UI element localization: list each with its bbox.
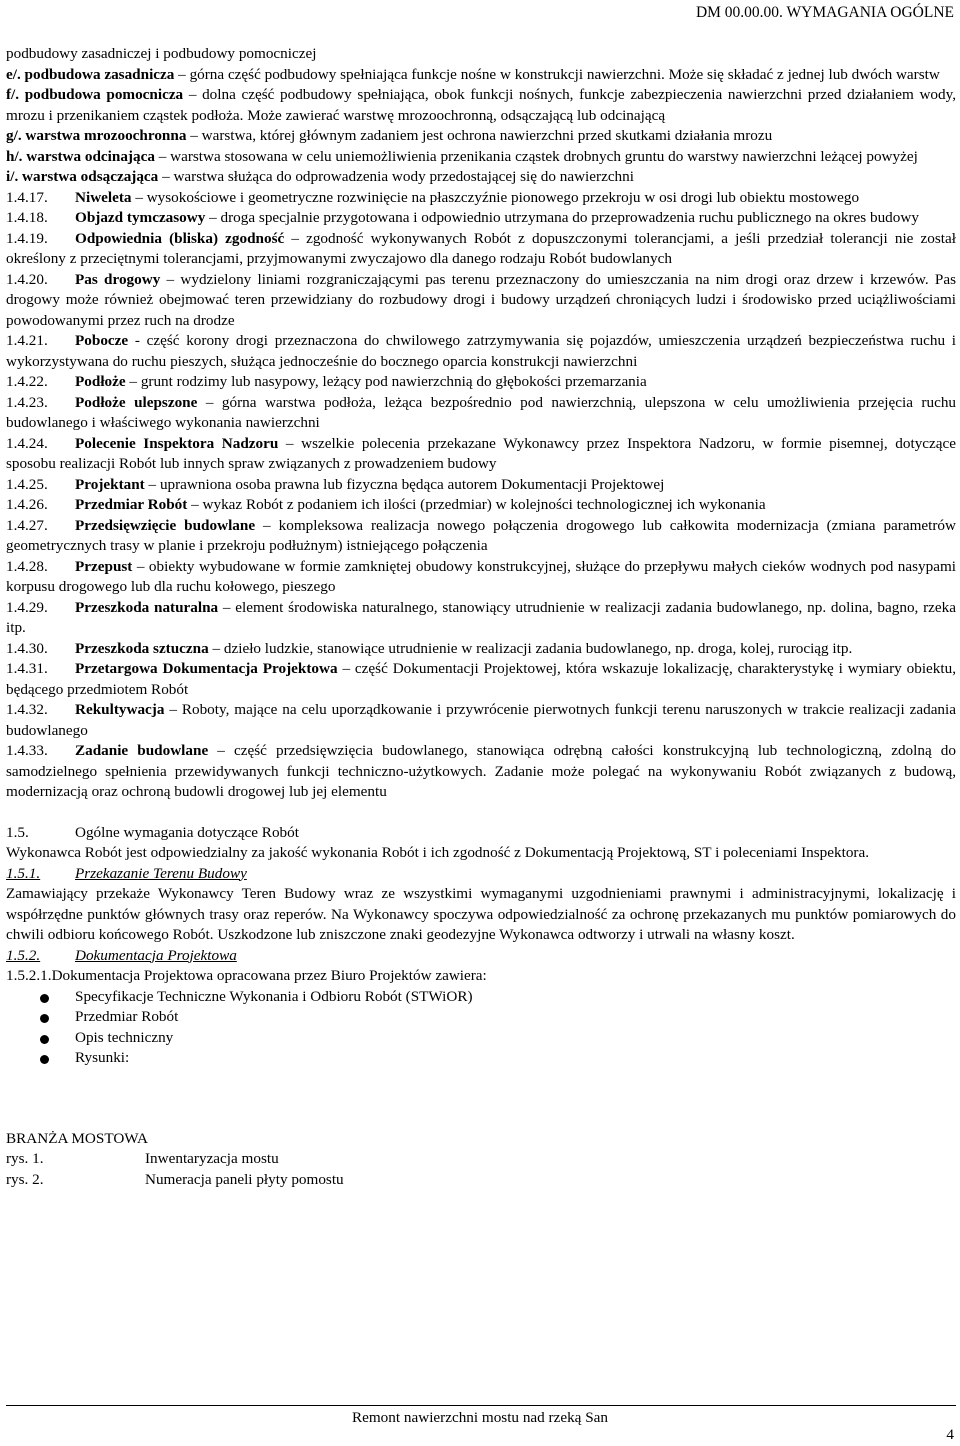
item-term: Przedsięwzięcie budowlane [75,516,256,534]
bullet-text: Rysunki: [75,1049,130,1066]
page-header-title: DM 00.00.00. WYMAGANIA OGÓLNE [695,4,954,21]
item-term: Pobocze [75,332,129,349]
item-text: – obiekty wybudowane w formie zamkniętej obudowy konstrukcyjnej, służące do przepływu małych cieków wodnych pod nasypami korpusu drogowego lub dla ruchu kołowego, pieszego [6,557,956,595]
list-item [6,393,956,434]
section-heading-1-5 [6,823,956,844]
item-text: – droga specjalnie przygotowana i odpowiednio utrzymana do przeprowadzenia ruchu publicznego na okres budowy [205,209,919,226]
spacer [6,1089,956,1109]
item-text: – część przedsięwzięcia budowlanego, stanowiąca odrębną całości konstrukcyjną lub technologiczną, zdolną do samodzielnego spełnienia przewidywanych funkcji techniczno-użytkowych. Zadanie może polegać na wykonywaniu Robót związanych z budową, modernizacją oraz ochroną budowli drogowej lub jej elementu [6,742,956,800]
drawing-title: Inwentaryzacja mostu [145,1150,279,1167]
list-item [6,700,956,741]
item-term: Podłoże [75,373,126,390]
definition-h [6,147,956,168]
paragraph: Zamawiający przekaże Wykonawcy Teren Budowy wraz ze wszystkimi wymaganymi uzgodnieniami prawnymi i administracyjnymi, lokalizację i współrzędne punktów głównych trasy oraz reperów. Na Wykonawcy spoczywa odpowiedzialność za ochronę przekazanych mu punktów pomiarowych do chwili odbioru końcowego Robót. Uszkodzone lub zniszczone znaki geodezyjne Wykonawca odtworzy i utrwali na własny koszt. [6,885,956,943]
item-number: 1.4.29. [6,598,48,616]
section-title: Przekazanie Terenu Budowy [75,864,247,882]
item-text: – dzieło ludzkie, stanowiące utrudnienie w realizacji zadania budowlanego, np. droga, kolej, rurociąg itp. [208,639,853,657]
item-number: 1.4.25. [6,475,48,493]
definition-e [6,65,956,86]
section-heading-1-5-1 [6,864,956,885]
definition-term: h/. warstwa odcinająca [6,147,155,165]
item-number: 1.4.19. [6,229,48,247]
item-text: – wysokościowe i geometryczne rozwinięcie na płaszczyźnie pionowego przekroju w osi drogi lub obiektu mostowego [131,188,860,206]
item-term: Projektant [75,475,145,493]
definition-f [6,85,956,126]
definition-text: – warstwa służąca do odprowadzenia wody przedostającej się do nawierzchni [158,168,634,185]
section-heading-1-5-2 [6,946,956,967]
item-text: – Roboty, mające na celu uporządkowanie i przywrócenie pierwotnych funkcji terenu naruszonych w trakcie realizacji zadania budowlanego [6,701,956,739]
bullet-icon [40,1055,49,1064]
bullet-icon [40,1035,49,1044]
spacer [6,803,956,823]
bullet-text: Przedmiar Robót [75,1008,179,1025]
item-term: Przeszkoda sztuczna [75,639,209,657]
item-number: 1.4.26. [6,496,48,513]
section-number: 1.5.2. [6,946,41,964]
definition-term: g/. warstwa mrozoochronna [6,127,187,144]
section-number: 1.5. [6,823,29,841]
list-item [6,434,956,475]
drawing-label: rys. 1. [6,1150,44,1167]
list-item [6,475,956,496]
list-item [6,1048,956,1069]
paragraph: 1.5.2.1.Dokumentacja Projektowa opracowana przez Biuro Projektów zawiera: [6,967,487,984]
definition-term: i/. warstwa odsączająca [6,168,159,185]
list-item [6,331,956,372]
item-number: 1.4.32. [6,701,48,718]
item-number: 1.4.22. [6,373,48,390]
paragraph: Wykonawca Robót jest odpowiedzialny za jakość wykonania Robót i ich zgodność z Dokumentacją Projektową, ST i poleceniami Inspektora. [6,844,870,861]
item-term: Rekultywacja [75,701,165,718]
list-item [6,598,956,639]
list-item [6,516,956,557]
item-number: 1.4.21. [6,332,48,349]
item-number: 1.4.30. [6,639,48,657]
document-body [6,44,956,1190]
item-number: 1.4.27. [6,516,48,534]
definition-text: – warstwa, której głównym zadaniem jest ochrona nawierzchni przed skutkami działania mrozu [186,127,773,144]
footer-divider [6,1405,956,1406]
list-item [6,557,956,598]
item-number: 1.4.18. [6,209,48,226]
item-number: 1.4.23. [6,393,48,411]
definition-text: – górna część podbudowy spełniająca funkcje nośne w konstrukcji nawierzchni. Może się składać z jednej lub dwóch warstw [174,65,940,83]
item-text: – zgodność wykonywanych Robót z dopuszczonymi tolerancjami, a jeśli przedział tolerancji nie został określony z przeciętnymi tolerancjami, przyjmowanymi zwyczajowo dla danego rodzaju Robót budowlanych [6,229,956,267]
item-term: Pas drogowy [75,270,161,288]
item-number: 1.4.24. [6,434,48,452]
item-text: - część korony drogi przeznaczona do chwilowego zatrzymywania się pojazdów, umieszczenia urządzeń bezpieczeństwa ruchu i wykorzystywana do ruchu pieszych, służąca jednocześnie do bocznego oparcia konstrukcji nawierzchni [6,332,956,370]
item-text: – element środowiska naturalnego, stanowiący utrudnienie w realizacji zadania budowlanego, np. dolina, bagno, rzeka itp. [6,598,956,636]
item-number: 1.4.33. [6,742,48,759]
spacer [6,1069,956,1089]
item-term: Niweleta [75,188,132,206]
item-text: – wszelkie polecenia przekazane Wykonawcy przez Inspektora Nadzoru, w formie pisemnej, dotyczące sposobu realizacji Robót lub innych spraw związanych z prowadzeniem budowy [6,434,957,472]
bullet-text: Opis techniczny [75,1028,174,1046]
definition-term: f/. podbudowa pomocnicza [6,86,184,103]
item-term: Przedmiar Robót [75,496,188,513]
drawing-row [6,1149,956,1170]
item-text: – wydzielony liniami rozgraniczającymi pas terenu przeznaczony do umieszczania na nim drogi oraz drzew i krzewów. Pas drogowy może również obejmować teren przewidziany do rozbudowy drogi i budowy urządzeń chroniących ludzi i środowisko przed uciążliwościami powodowanymi przez ruch na drodze [6,270,956,329]
item-term: Zadanie budowlane [75,742,209,759]
item-term: Objazd tymczasowy [75,209,206,226]
page-number: 4 [946,1426,954,1443]
item-term: Podłoże ulepszone [75,393,198,411]
bullet-icon [40,1014,49,1023]
item-text: – uprawniona osoba prawna lub fizyczna będąca autorem Dokumentacji Projektowej [144,475,665,493]
item-number: 1.4.20. [6,270,48,288]
list-item [6,229,956,270]
section-heading-branza: BRANŻA MOSTOWA [6,1129,148,1147]
bullet-icon [40,994,49,1003]
item-text: – część Dokumentacji Projektowej, która wskazuje lokalizację, charakterystykę i wymiary obiektu, będącego przedmiotem Robót [6,660,956,698]
bullet-text: Specyfikacje Techniczne Wykonania i Odbioru Robót (STWiOR) [75,987,473,1005]
section-title: Dokumentacja Projektowa [75,946,237,964]
drawing-title: Numeracja paneli płyty pomostu [145,1170,344,1188]
item-text: – górna warstwa podłoża, leżąca bezpośrednio pod nawierzchnią, ulepszona w celu umożliwienia przejęcia ruchu budowlanego i właściwego wykonania nawierzchni [6,393,957,431]
item-number: 1.4.31. [6,660,48,677]
list-item [6,208,956,229]
footer-title: Remont nawierzchni mostu nad rzeką San [352,1409,608,1426]
definition-list [6,188,956,803]
list-item [6,741,956,803]
list-item [6,987,956,1008]
bullet-list [6,987,956,1069]
item-text: – wykaz Robót z podaniem ich ilości (przedmiar) w kolejności technologicznej ich wykonania [187,496,766,513]
definition-i [6,167,956,188]
item-term: Przetargowa Dokumentacja Projektowa [75,660,338,677]
definition-text: – warstwa stosowana w celu uniemożliwienia przenikania cząstek drobnych gruntu do warstwy nawierzchni leżącej powyżej [154,147,918,165]
definition-term: e/. podbudowa zasadnicza [6,65,175,83]
text-line: podbudowy zasadniczej i podbudowy pomocniczej [6,45,317,62]
item-term: Przeszkoda naturalna [75,598,219,616]
list-item [6,1007,956,1028]
item-number: 1.4.28. [6,557,48,575]
item-term: Polecenie Inspektora Nadzoru [75,434,279,452]
definition-g [6,126,956,147]
list-item [6,270,956,332]
list-item [6,1028,956,1049]
item-number: 1.4.17. [6,188,48,206]
item-text: – grunt rodzimy lub nasypowy, leżący pod nawierzchnią do głębokości przemarzania [125,373,647,390]
list-item [6,188,956,209]
section-title: Ogólne wymagania dotyczące Robót [75,823,299,841]
list-item [6,639,956,660]
drawing-label: rys. 2. [6,1170,44,1188]
item-text: – kompleksowa realizacja nowego połączenia drogowego lub całkowita modernizacja (zmiana parametrów geometrycznych trasy w planie i przekroju podłużnym) istniejącego połączenia [6,516,956,554]
list-item [6,659,956,700]
item-term: Przepust [75,557,133,575]
drawing-row [6,1170,956,1191]
section-number: 1.5.1. [6,864,41,882]
list-item [6,495,956,516]
spacer [6,1109,956,1129]
list-item [6,372,956,393]
definition-text: – dolna część podbudowy spełniająca, obok funkcji nośnych, funkcje zabezpieczenia nawierzchni przed działaniem wody, mrozu i przenikaniem cząstek podłoża. Może zawierać warstwę mrozoochronną, odsączającą lub odcinającą [6,86,956,124]
paragraph [6,44,956,65]
item-term: Odpowiednia (bliska) zgodność [75,229,285,247]
